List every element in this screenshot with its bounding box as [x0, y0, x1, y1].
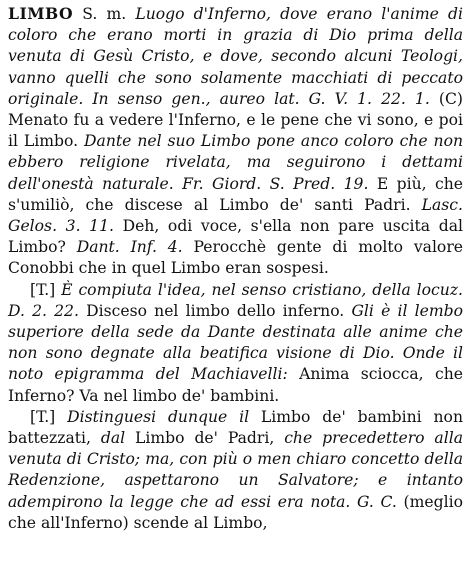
- text-run: Perocchè gente di molto valore Conobbi che in quel Limbo eran sospesi.: [8, 238, 464, 278]
- italic-run: Gli è il lembo superiore della sede da Dante destinata alle anime che non sono degnate alla beatifica visione di Dio. Onde il noto epigramma del Machiavelli:: [8, 301, 463, 384]
- text-run: (meglio che all'Inferno) scende al Limbo,: [8, 492, 464, 532]
- entry-paragraph-distinction: [8, 407, 463, 534]
- entry-paragraph-commentary: [8, 280, 463, 407]
- italic-run: che precedettero alla venuta di Cristo; ma, con più o men chiaro concetto della Redenzione, aspettarono un Salvatore; e intanto adempirono la legge che ad essi era nota. G. C.: [8, 429, 464, 511]
- text-run: Limbo de' bambini non battezzati,: [8, 407, 463, 448]
- italic-run: È compiuta l'idea, nel senso cristiano, della locuz. D. 2. 22.: [8, 280, 463, 320]
- italic-run: Dant. Inf. 4.: [76, 238, 183, 257]
- text-run: E più, che s'umiliò, che discese al Limbo de' santi Padri.: [8, 174, 464, 214]
- text-run: Anima sciocca, che Inferno? Va nel limbo de' bambini.: [8, 365, 463, 405]
- text-run: Limbo de' Padri,: [125, 429, 285, 448]
- text-run: [T.]: [30, 280, 62, 299]
- italic-run: Dante nel suo Limbo pone anco coloro che non ebbero religione rivelata, ma seguirono i dettami dell'onestà naturale. Fr. Giord. S. Pred. 19.: [8, 132, 464, 193]
- italic-run: Lasc. Gelos. 3. 11.: [8, 195, 463, 236]
- italic-run: dal: [100, 429, 126, 448]
- headword: LIMBO: [8, 4, 74, 23]
- italic-run: Distinguesi dunque il: [67, 407, 250, 426]
- italic-run: Luogo d'Inferno, dove erano l'anime di coloro che erano morti in grazia di Dio prima della venuta di Gesù Cristo, e dove, secondo alcuni Teologi, vanno quelli che sono solamente macchiati di peccato originale. In senso gen., aureo lat. G. V. 1. 22. 1.: [8, 5, 463, 108]
- entry-paragraph-definition: [8, 3, 463, 280]
- text-run: S. m.: [73, 5, 136, 23]
- text-run: Disceso nel limbo dello inferno.: [78, 301, 352, 320]
- text-run: [T.]: [30, 407, 68, 426]
- text-run: Deh, odi voce, s'ella non pare uscita dal Limbo?: [8, 217, 463, 257]
- text-run: (C) Menato fu a vedere l'Inferno, e le pene che vi sono, e poi il Limbo.: [8, 89, 463, 151]
